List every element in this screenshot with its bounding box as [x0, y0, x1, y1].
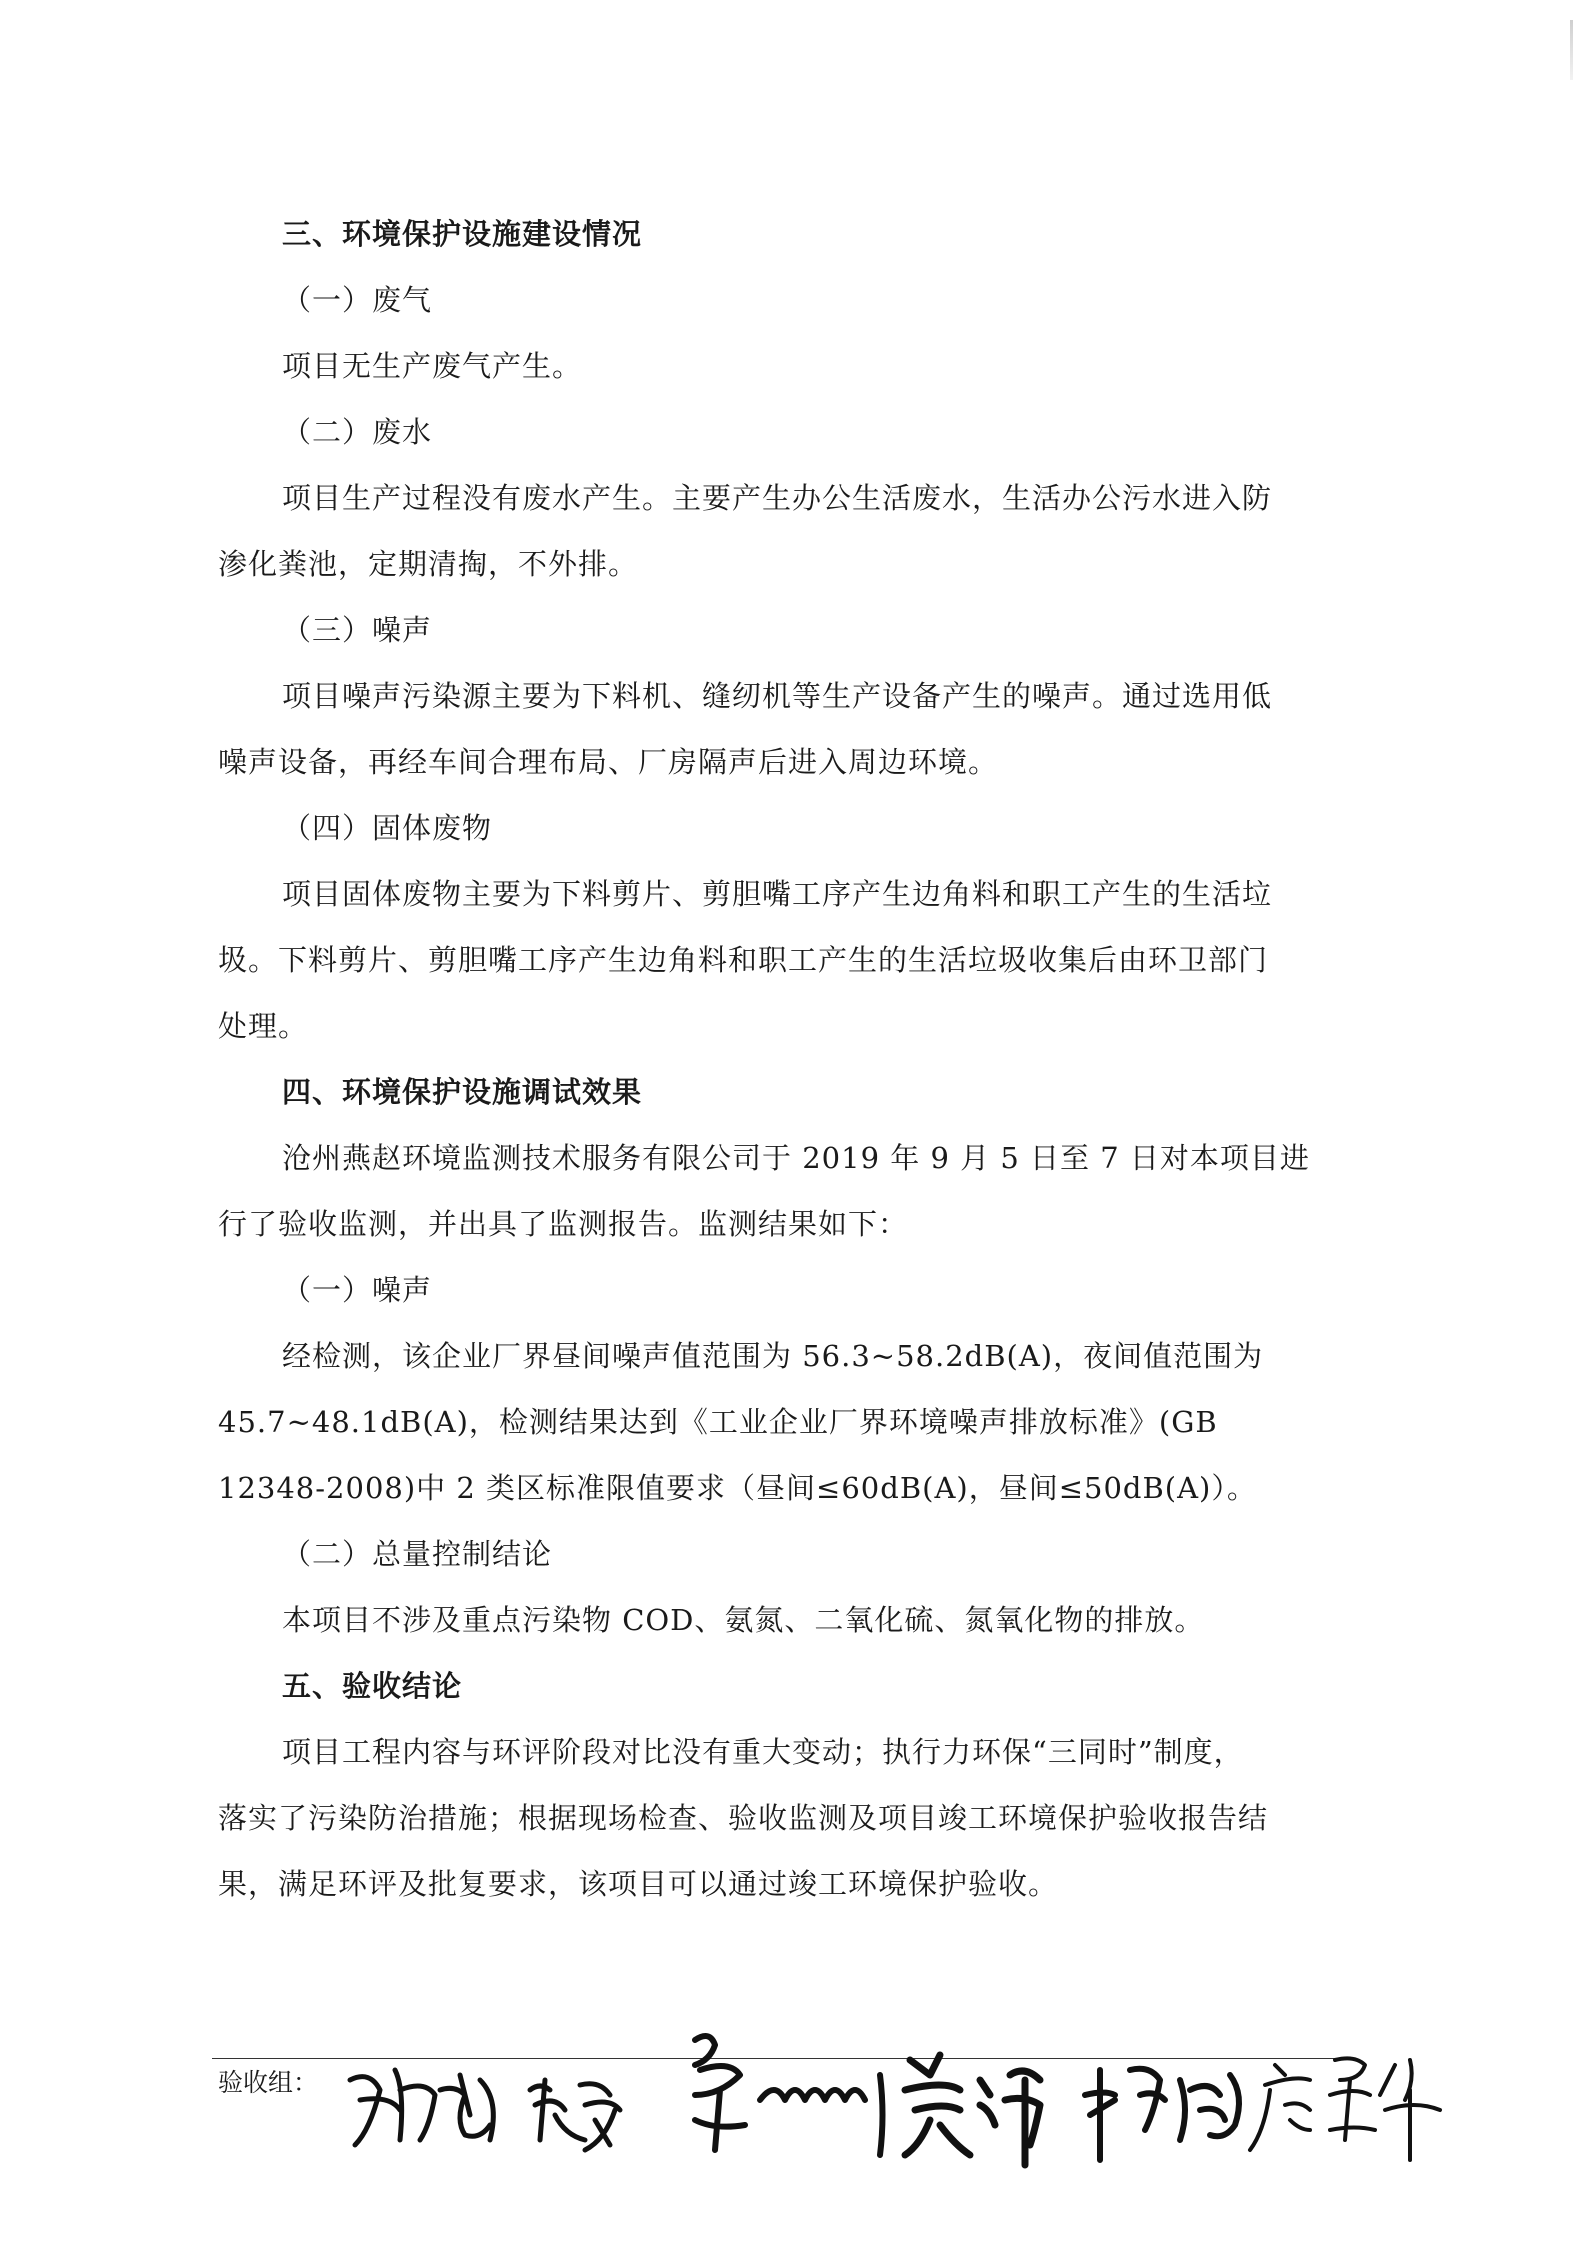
handwritten-signatures: [340, 2020, 1490, 2220]
paragraph-monitoring-1: 沧州燕赵环境监测技术服务有限公司于 2019 年 9 月 5 日至 7 日对本项目进: [282, 1141, 1310, 1175]
subheading-noise: （三）噪声: [282, 613, 433, 647]
signature-1: [350, 2070, 493, 2145]
paragraph-noise-result-3: 12348-2008)中 2 类区标准限值要求（昼间≤60dB(A)，昼间≤50dB(A)）。: [218, 1471, 1257, 1505]
paragraph-solid-waste-1: 项目固体废物主要为下料剪片、剪胆嘴工序产生边角料和职工产生的生活垃: [282, 877, 1273, 911]
paragraph-total-control: 本项目不涉及重点污染物 COD、氨氮、二氧化硫、氮氧化物的排放。: [282, 1603, 1205, 1637]
paragraph-noise-result-2: 45.7~48.1dB(A)，检测结果达到《工业企业厂界环境噪声排放标准》(GB: [218, 1405, 1218, 1439]
signature-5: [1085, 2069, 1239, 2160]
paragraph-waste-gas: 项目无生产废气产生。: [282, 349, 583, 383]
signature-2: [530, 2080, 620, 2150]
heading-section-3: 三、环境保护设施建设情况: [282, 217, 643, 251]
paragraph-noise-1: 项目噪声污染源主要为下料机、缝纫机等生产设备产生的噪声。通过选用低: [282, 679, 1273, 713]
signature-3: [695, 2036, 883, 2155]
subheading-noise-result: （一）噪声: [282, 1273, 433, 1307]
heading-section-4: 四、环境保护设施调试效果: [282, 1075, 643, 1109]
subheading-waste-water: （二）废水: [282, 415, 433, 449]
subheading-solid-waste: （四）固体废物: [282, 811, 493, 845]
paragraph-conclusion-1: 项目工程内容与环评阶段对比没有重大变动；执行力环保“三同时”制度，: [282, 1735, 1244, 1769]
paragraph-noise-result-1: 经检测，该企业厂界昼间噪声值范围为 56.3~58.2dB(A)，夜间值范围为: [282, 1339, 1264, 1373]
subheading-total-control: （二）总量控制结论: [282, 1537, 553, 1571]
signature-4: [905, 2055, 1040, 2165]
paragraph-conclusion-3: 果，满足环评及批复要求，该项目可以通过竣工环境保护验收。: [218, 1867, 1059, 1901]
paragraph-solid-waste-3: 处理。: [218, 1009, 309, 1043]
signature-6: [1250, 2058, 1440, 2160]
scan-edge-mark: [1570, 20, 1573, 80]
paragraph-waste-water-1: 项目生产过程没有废水产生。主要产生办公生活废水，生活办公污水进入防: [282, 481, 1273, 515]
paragraph-waste-water-2: 渗化粪池，定期清掏，不外排。: [218, 547, 639, 581]
heading-section-5: 五、验收结论: [282, 1669, 463, 1703]
paragraph-monitoring-2: 行了验收监测，并出具了监测报告。监测结果如下：: [218, 1207, 909, 1241]
acceptance-group-label: 验收组：: [218, 2068, 319, 2097]
paragraph-noise-2: 噪声设备，再经车间合理布局、厂房隔声后进入周边环境。: [218, 745, 999, 779]
paragraph-conclusion-2: 落实了污染防治措施；根据现场检查、验收监测及项目竣工环境保护验收报告结: [218, 1801, 1269, 1835]
subheading-waste-gas: （一）废气: [282, 283, 433, 317]
paragraph-solid-waste-2: 圾。下料剪片、剪胆嘴工序产生边角料和职工产生的生活垃圾收集后由环卫部门: [218, 943, 1269, 977]
